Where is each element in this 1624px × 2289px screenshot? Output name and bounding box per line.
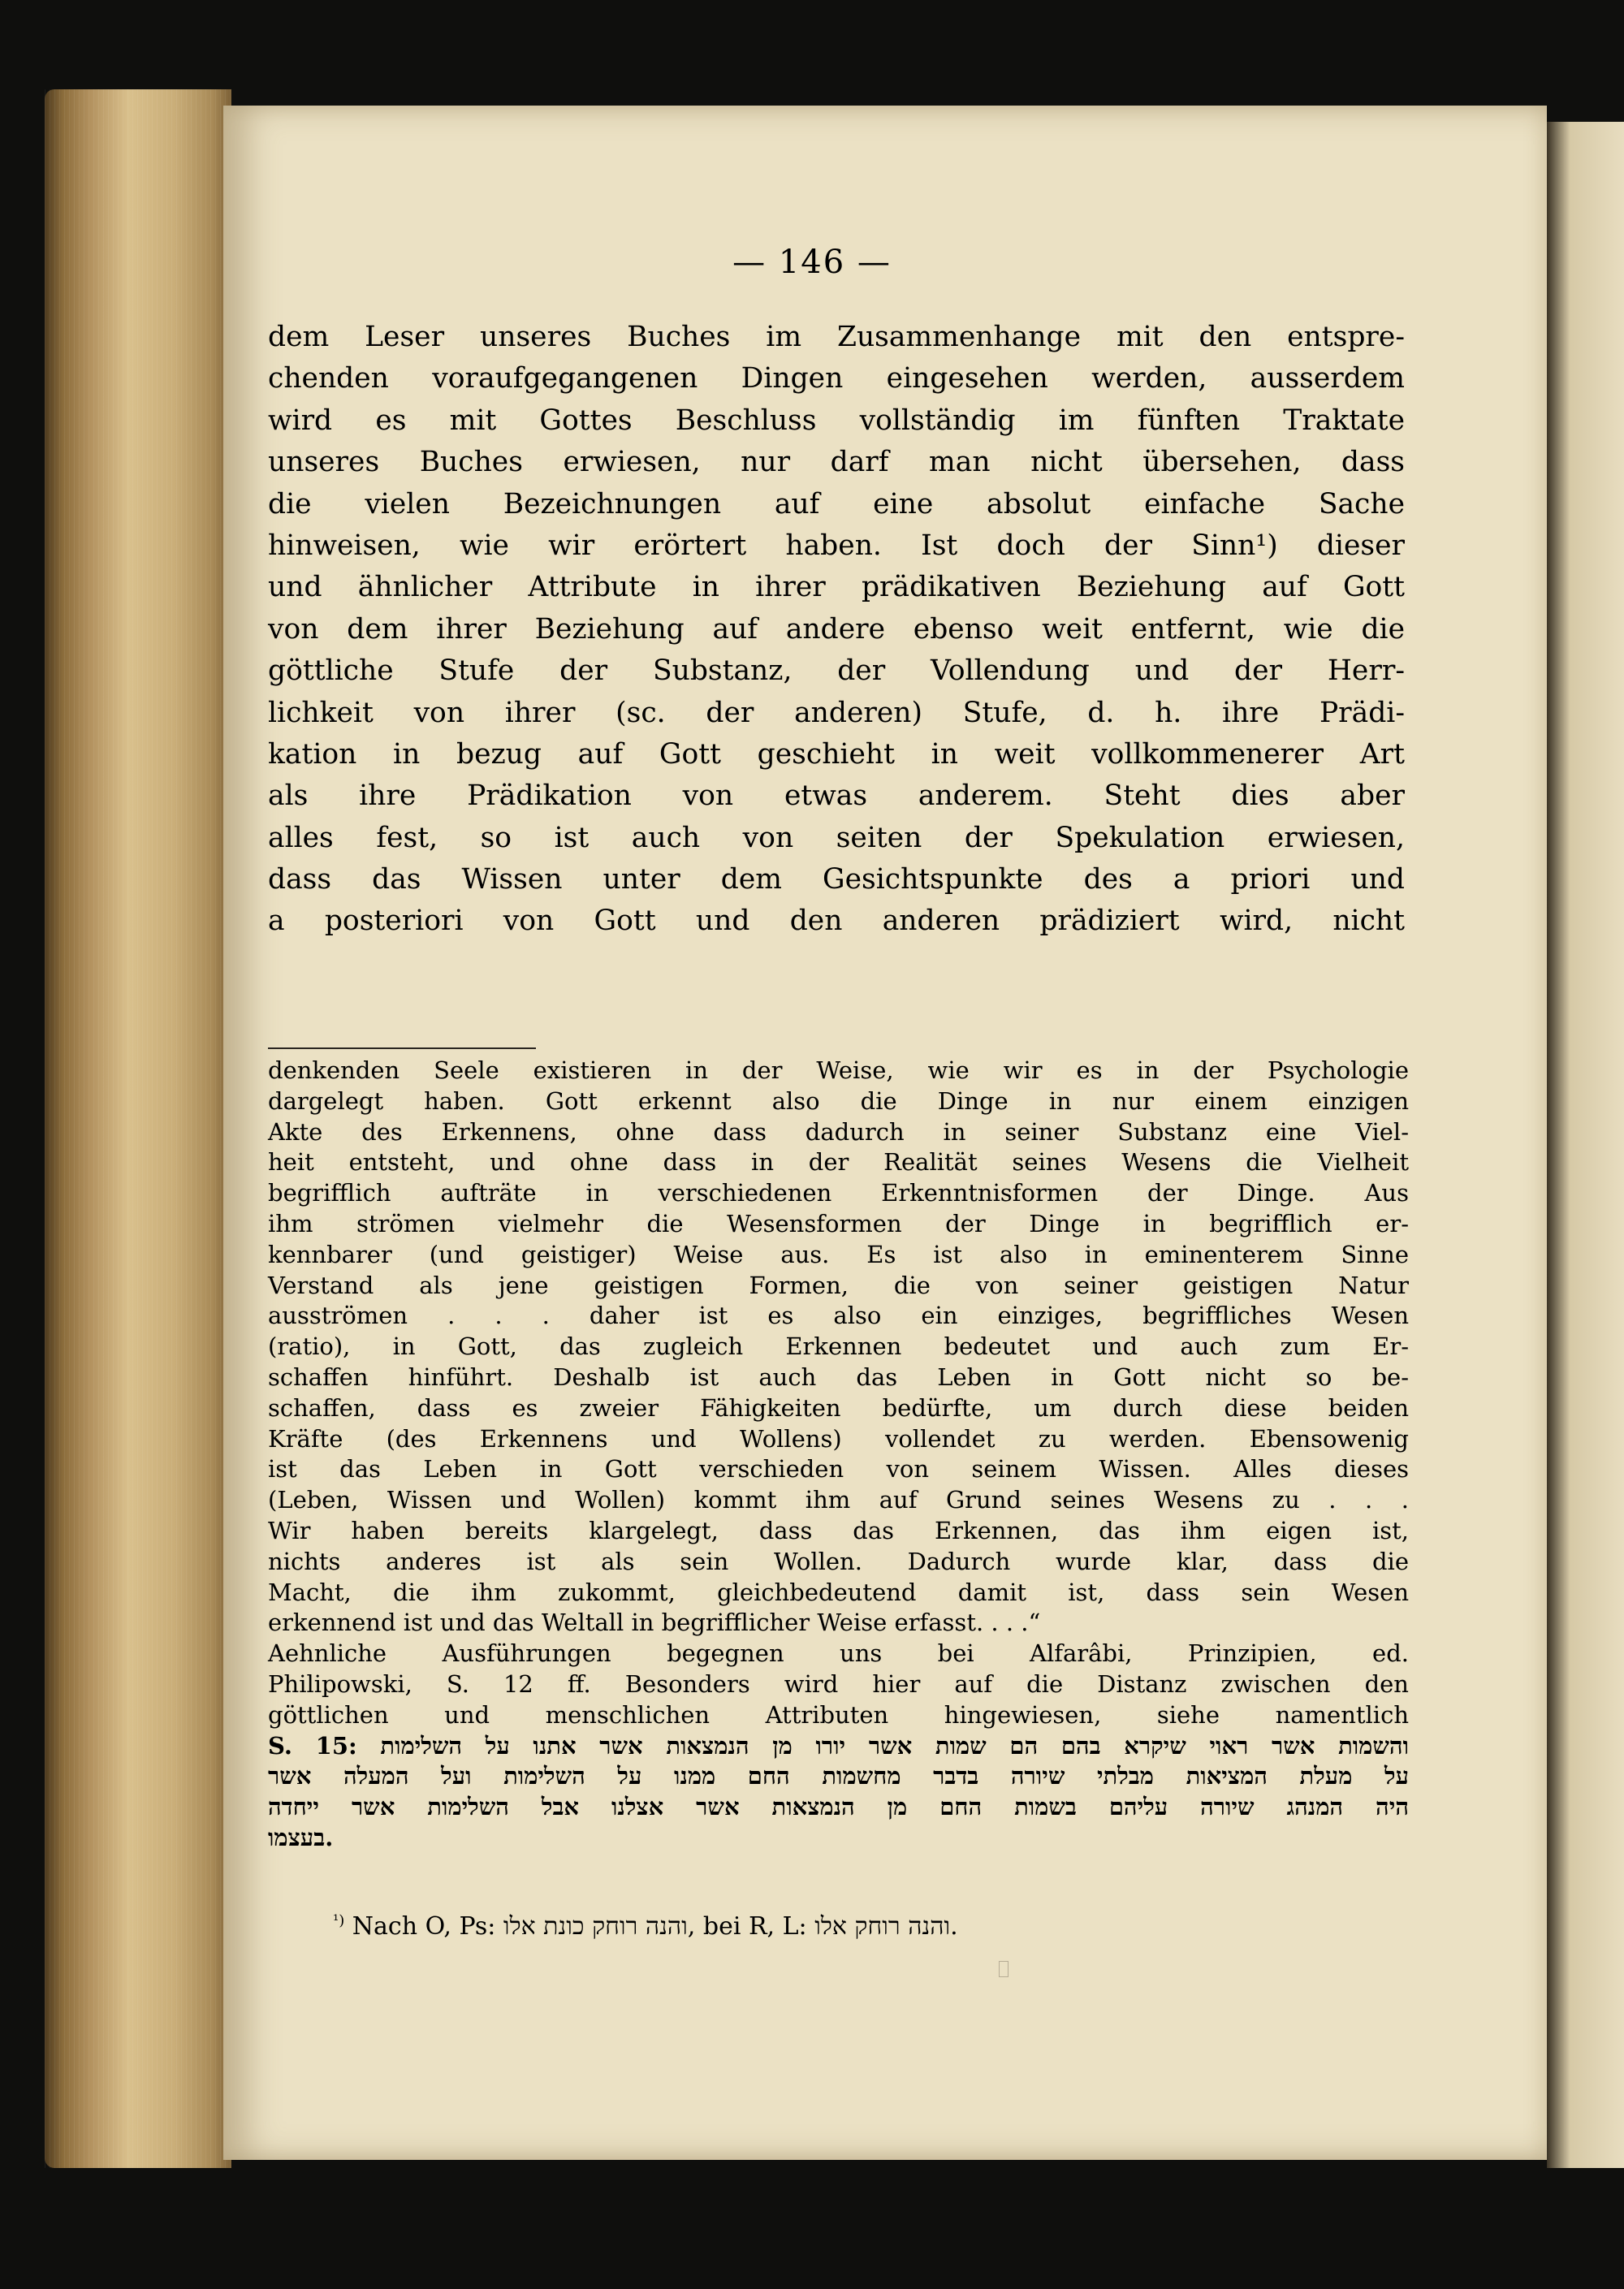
body-line: als ihre Prädikation von etwas anderem. Steht dies aber xyxy=(268,780,1405,813)
footnote-line: (Leben, Wissen und Wollen) kommt ihm auf Grund seines Wesens zu . . . xyxy=(268,1486,1409,1514)
footnote-line: Verstand als jene geistigen Formen, die von seiner geistigen Natur xyxy=(268,1271,1409,1299)
body-text xyxy=(268,317,1405,943)
footnote-line: Macht, die ihm zukommt, gleichbedeutend damit ist, dass sein Wesen xyxy=(268,1578,1409,1606)
body-line: göttliche Stufe der Substanz, der Vollendung und der Herr- xyxy=(268,654,1405,688)
footnote-line: Akte des Erkennens, ohne dass dadurch in seiner Substanz eine Viel- xyxy=(268,1117,1409,1146)
footnote-separator xyxy=(268,1047,536,1049)
body-line: hinweisen, wie wir erörtert haben. Ist doch der Sinn¹) dieser xyxy=(268,529,1405,562)
footnote-line: göttlichen und menschlichen Attributen hingewiesen, siehe namentlich xyxy=(268,1700,1409,1729)
body-line: alles fest, so ist auch von seiten der Spekulation erwiesen, xyxy=(268,821,1405,854)
body-line: dem Leser unseres Buches im Zusammenhange mit den entspre- xyxy=(268,321,1405,353)
footnote-text xyxy=(268,1056,1409,1854)
footnote-line-hebrew: על מעלת המציאות מבלתי שיורה בדבר מחשמות החם ממנו על השלימות ועל המעלה אשר xyxy=(268,1762,1409,1790)
footnote-line-hebrew: היה המנהג שיורה עליהם בשמות החם מן הנמצאות אשר אצלנו אבל השלימות אשר ייחדה xyxy=(268,1793,1409,1821)
body-line: wird es mit Gottes Beschluss vollständig im fünften Traktate xyxy=(268,404,1405,437)
body-line: und ähnlicher Attribute in ihrer prädikativen Beziehung auf Gott xyxy=(268,571,1405,604)
footnote-line: schaffen, dass es zweier Fähigkeiten bedürfte, um durch diese beiden xyxy=(268,1393,1409,1422)
footnote-line: heit entsteht, und ohne dass in der Realität seines Wesens die Vielheit xyxy=(268,1148,1409,1177)
body-line: a posteriori von Gott und den anderen prädiziert wird, nicht xyxy=(268,905,1405,938)
book-page-edges xyxy=(45,89,231,2168)
footnote-1-text: Nach O, Ps: והנה רוחק כונת אלו, bei R, L: והנה רוחק אלו. xyxy=(352,1912,958,1941)
facing-page-edge xyxy=(1547,122,1624,2168)
body-line: die vielen Bezeichnungen auf eine absolut einfache Sache xyxy=(268,487,1405,520)
body-line: chenden voraufgegangenen Dingen eingesehen werden, ausserdem xyxy=(268,362,1405,395)
body-line: dass das Wissen unter dem Gesichtspunkte des a priori und xyxy=(268,863,1405,896)
footnote-line: kennbarer (und geistiger) Weise aus. Es ist also in eminenterem Sinne xyxy=(268,1240,1409,1268)
footnote-line-hebrew: בעצמו. xyxy=(268,1823,334,1851)
footnote-line: begrifflich aufträte in verschiedenen Erkenntnisformen der Dinge. Aus xyxy=(268,1179,1409,1207)
footnote-line: denkenden Seele existieren in der Weise, wie wir es in der Psychologie xyxy=(268,1056,1409,1084)
footnote-line: nichts anderes ist als sein Wollen. Dadurch wurde klar, dass die xyxy=(268,1547,1409,1575)
footnote-line: dargelegt haben. Gott erkennt also die Dinge in nur einem einzigen xyxy=(268,1086,1409,1115)
body-line: kation in bezug auf Gott geschieht in weit vollkommenerer Art xyxy=(268,737,1405,771)
footnote-line: Wir haben bereits klargelegt, dass das Erkennen, das ihm eigen ist, xyxy=(268,1516,1409,1544)
footnote-line: Aehnliche Ausführungen begegnen uns bei Alfarâbi, Prinzipien, ed. xyxy=(268,1639,1409,1668)
page-number: — 146 — xyxy=(732,244,892,281)
margin-mark xyxy=(999,1961,1009,1977)
footnote-marker: ¹) xyxy=(333,1912,345,1929)
footnote-line: ausströmen . . . daher ist es also ein einziges, begriffliches Wesen xyxy=(268,1302,1409,1330)
footnote-line: Kräfte (des Erkennens und Wollens) vollendet zu werden. Ebensowenig xyxy=(268,1424,1409,1453)
body-line: unseres Buches erwiesen, nur darf man nicht übersehen, dass xyxy=(268,446,1405,479)
footnote-line: ihm strömen vielmehr die Wesensformen der Dinge in begrifflich er- xyxy=(268,1209,1409,1237)
footnote-line: schaffen hinführt. Deshalb ist auch das Leben in Gott nicht so be- xyxy=(268,1363,1409,1391)
footnote-line: (ratio), in Gott, das zugleich Erkennen bedeutet und auch zum Er- xyxy=(268,1332,1409,1361)
footnote-line: erkennend ist und das Weltall in begrifflicher Weise erfasst. . . .“ xyxy=(268,1609,1041,1637)
body-line: von dem ihrer Beziehung auf andere ebenso weit entfernt, wie die xyxy=(268,612,1405,646)
footnote-1 xyxy=(333,1905,958,1943)
footnote-line: ist das Leben in Gott verschieden von seinem Wissen. Alles dieses xyxy=(268,1455,1409,1484)
body-line: lichkeit von ihrer (sc. der anderen) Stufe, d. h. ihre Prädi- xyxy=(268,696,1405,729)
footnote-line-hebrew: S. 15: והשמות אשר ראוי שיקרא בהם הם שמות אשר יורו מן הנמצאות אשר אתנו על השלימות xyxy=(268,1731,1410,1760)
footnote-line: Philipowski, S. 12 ff. Besonders wird hier auf die Distanz zwischen den xyxy=(268,1669,1409,1698)
